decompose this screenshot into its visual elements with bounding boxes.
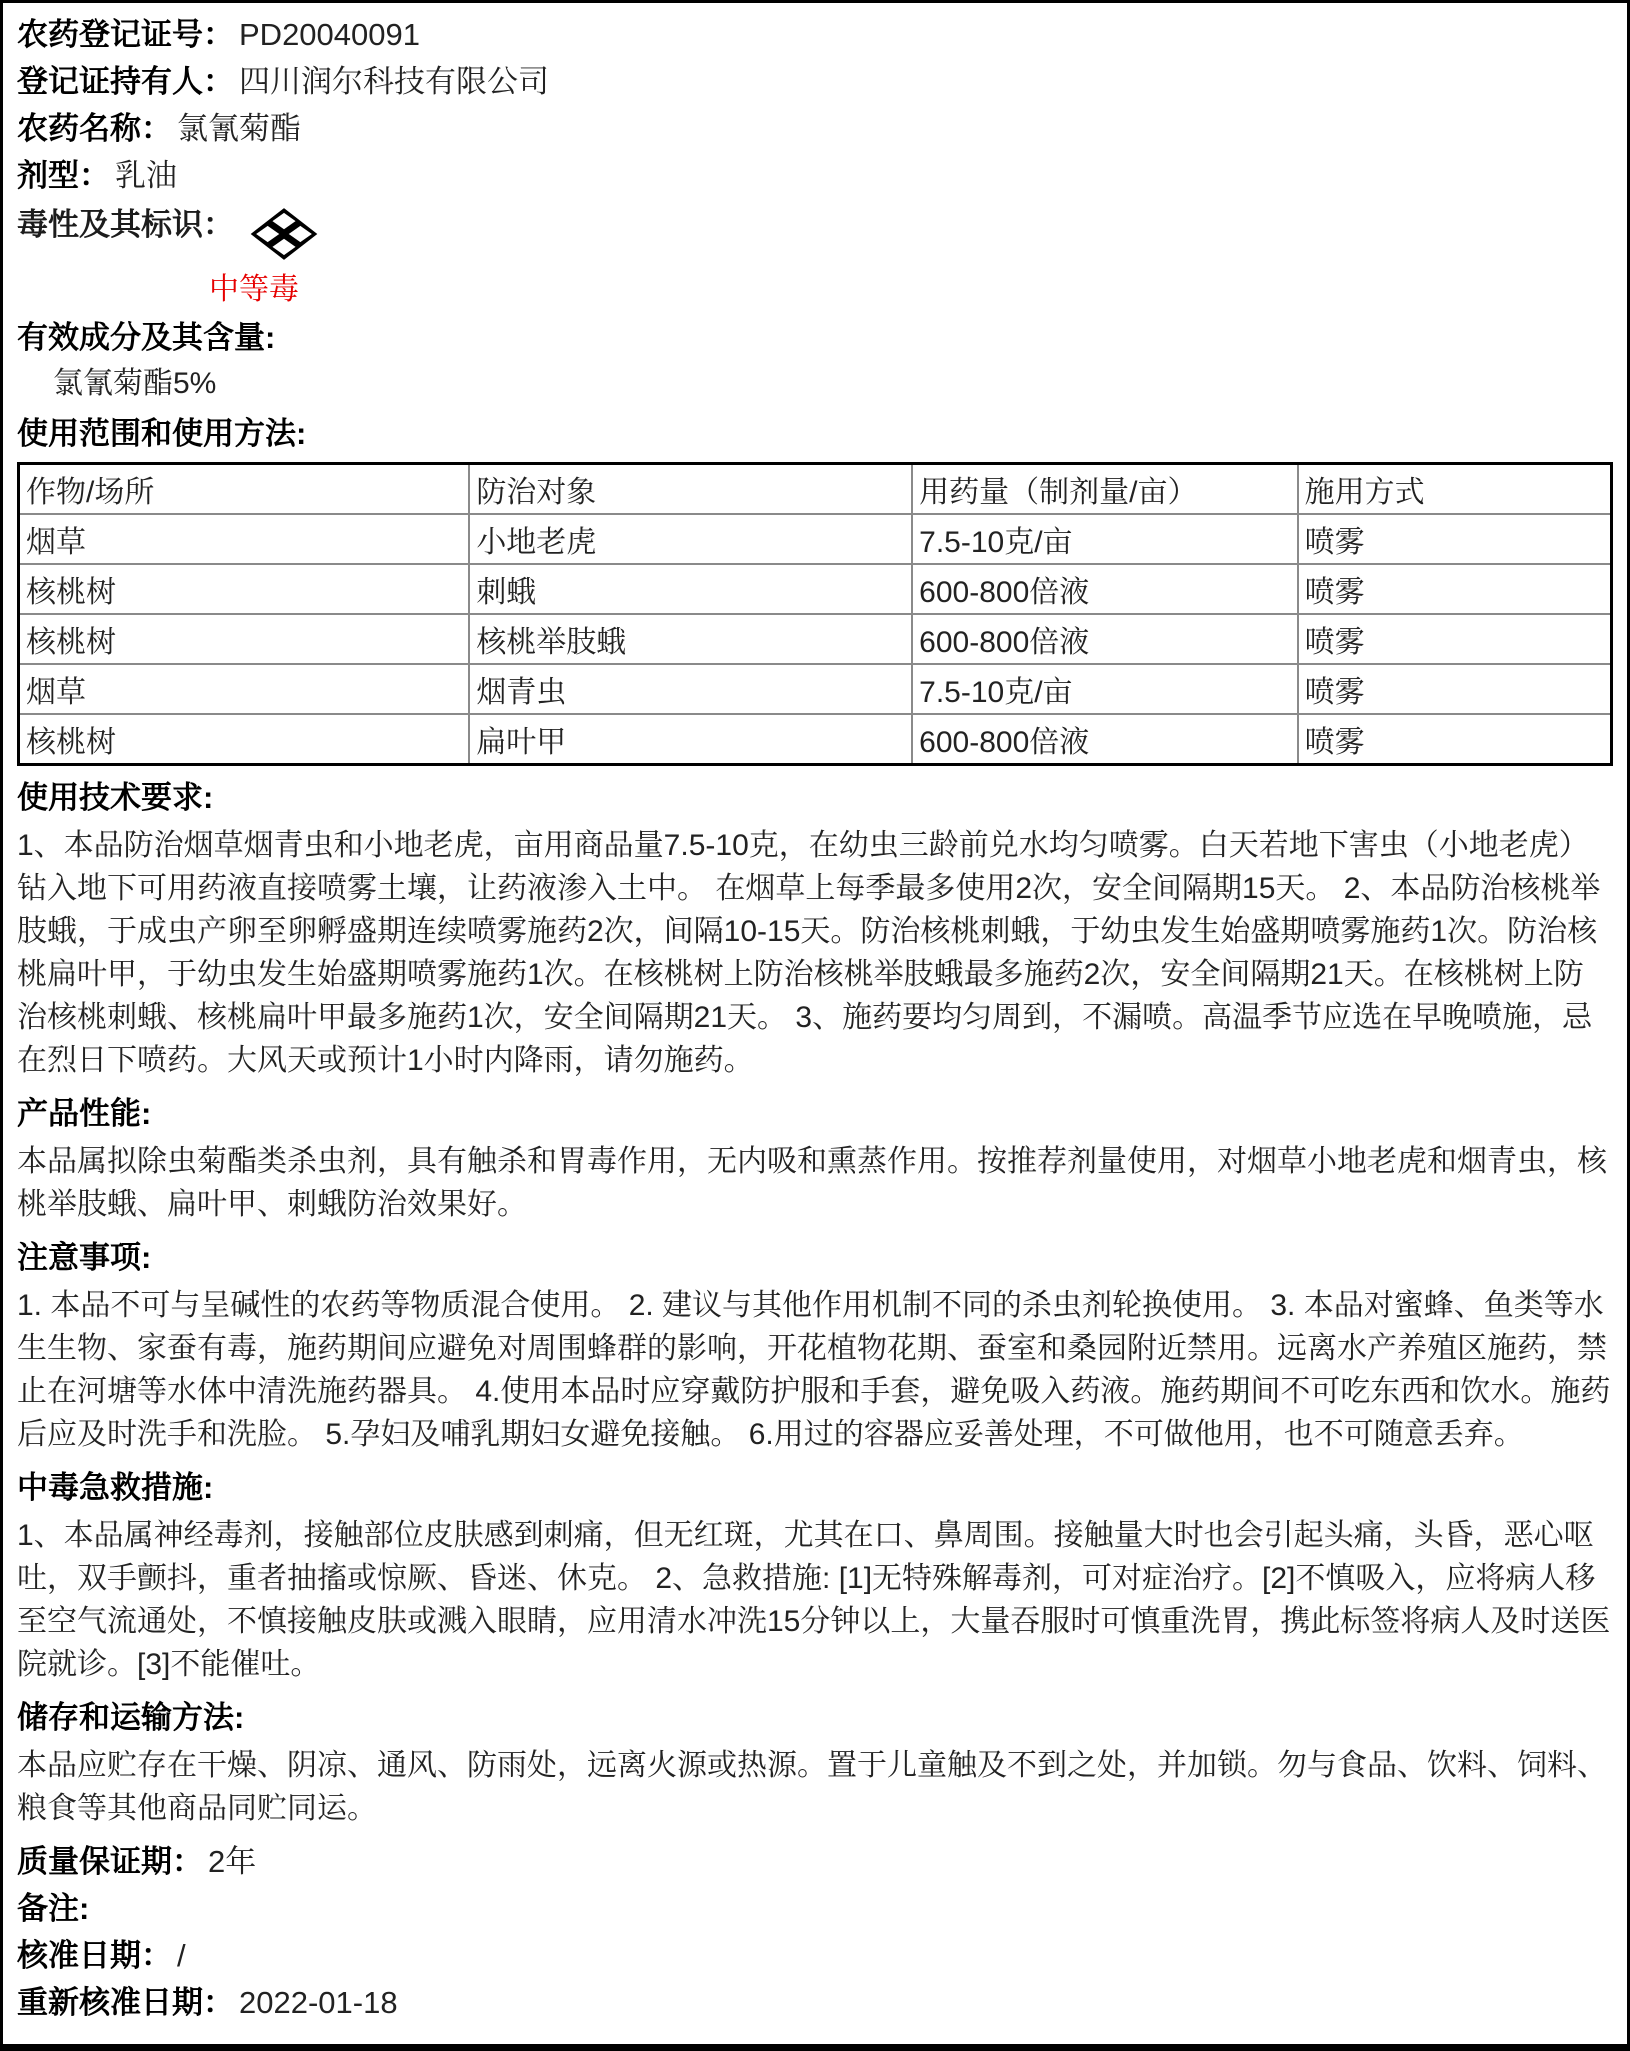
approval-date-label: 核准日期： <box>17 1938 172 1973</box>
usage-table-header-row <box>19 464 1612 515</box>
registration-number-value: PD20040091 <box>239 17 420 52</box>
cell-crop: 核桃树 <box>19 564 470 614</box>
usage-table <box>17 462 1613 766</box>
certificate-holder-label: 登记证持有人： <box>17 64 234 99</box>
section-body: 1. 本品不可与呈碱性的农药等物质混合使用。 2. 建议与其他作用机制不同的杀虫剂轮换使用。 3. 本品对蜜蜂、鱼类等水生生物、家蚕有毒，施药期间应避免对周围蜂群的影响，开花植物花期、蚕室和桑园附近禁用。远离水产养殖区施药，禁止在河塘等水体中清洗施药器具。 4.使用本品时应穿戴防护服和手套，避免吸入药液。施药期间不可吃东西和饮水。施药后应及时洗手和洗脸。 5.孕妇及哺乳期妇女避免接触。 6.用过的容器应妥善处理，不可做他用，也不可随意丢弃。 <box>17 1289 1611 1451</box>
pesticide-name-value: 氯氰菊酯 <box>177 111 301 146</box>
section-poisoning-first-aid <box>17 1464 1613 1686</box>
field-certificate-holder <box>17 58 1613 105</box>
cell-dosage: 600-800倍液 <box>912 614 1298 664</box>
section-storage-transport <box>17 1694 1613 1830</box>
cell-dosage: 7.5-10克/亩 <box>912 514 1298 564</box>
cell-crop: 核桃树 <box>19 714 470 765</box>
toxicity-label: 毒性及其标识： <box>17 207 234 242</box>
cell-crop: 烟草 <box>19 514 470 564</box>
col-header-application-method: 施用方式 <box>1298 464 1612 515</box>
cell-method: 喷雾 <box>1298 564 1612 614</box>
cell-method: 喷雾 <box>1298 614 1612 664</box>
cell-dosage: 600-800倍液 <box>912 564 1298 614</box>
usage-scope-heading: 使用范围和使用方法: <box>17 416 307 451</box>
section-body: 1、本品防治烟草烟青虫和小地老虎，亩用商品量7.5-10克，在幼虫三龄前兑水均匀喷雾。白天若地下害虫（小地老虎）钻入地下可用药液直接喷雾土壤，让药液渗入土中。 在烟草上每季最多使用2次，安全间隔期15天。 2、本品防治核桃举肢蛾，于成虫产卵至卵孵盛期连续喷雾施药2次，间隔10-15天。防治核桃刺蛾，于幼虫发生始盛期喷雾施药1次。防治核桃扁叶甲，于幼虫发生始盛期喷雾施药1次。在核桃树上防治核桃举肢蛾最多施药2次，安全间隔期21天。在核桃树上防治核桃刺蛾、核桃扁叶甲最多施药1次，安全间隔期21天。 3、施药要均匀周到，不漏喷。高温季节应选在早晚喷施，忌在烈日下喷药。大风天或预计1小时内降雨，请勿施药。 <box>17 829 1601 1077</box>
field-registration-number <box>17 11 1613 58</box>
section-body: 本品属拟除虫菊酯类杀虫剂，具有触杀和胃毒作用，无内吸和熏蒸作用。按推荐剂量使用，对烟草小地老虎和烟青虫，核桃举肢蛾、扁叶甲、刺蛾防治效果好。 <box>17 1145 1607 1221</box>
reapproval-date-value: 2022-01-18 <box>239 1985 398 2020</box>
section-title: 中毒急救措施: <box>17 1470 214 1505</box>
field-pesticide-name <box>17 105 1613 152</box>
cell-method: 喷雾 <box>1298 514 1612 564</box>
field-approval-date <box>17 1932 1613 1979</box>
active-ingredient-value: 氯氰菊酯5% <box>53 367 217 400</box>
cell-dosage: 600-800倍液 <box>912 714 1298 765</box>
section-title: 使用技术要求: <box>17 780 214 815</box>
table-row <box>19 514 1612 564</box>
col-header-crop-site: 作物/场所 <box>19 464 470 515</box>
certificate-holder-value: 四川润尔科技有限公司 <box>239 64 549 99</box>
field-reapproval-date <box>17 1979 1613 2026</box>
cell-crop: 核桃树 <box>19 614 470 664</box>
section-body: 本品应贮存在干燥、阴凉、通风、防雨处，远离火源或热源。置于儿童触及不到之处，并加锁。勿与食品、饮料、饲料、粮食等其他商品同贮同运。 <box>17 1749 1607 1825</box>
cell-pest: 核桃举肢蛾 <box>469 614 912 664</box>
registration-number-label: 农药登记证号： <box>17 17 234 52</box>
formulation-value: 乳油 <box>115 158 177 193</box>
field-remarks <box>17 1885 1613 1932</box>
reapproval-date-label: 重新核准日期： <box>17 1985 234 2020</box>
table-row <box>19 564 1612 614</box>
cell-method: 喷雾 <box>1298 664 1612 714</box>
section-body: 1、本品属神经毒剂，接触部位皮肤感到刺痛，但无红斑，尤其在口、鼻周围。接触量大时也会引起头痛，头昏，恶心呕吐，双手颤抖，重者抽搐或惊厥、昏迷、休克。 2、急救措施: [1]无特殊解毒剂，可对症治疗。[2]不慎吸入，应将病人移至空气流通处，不慎接触皮肤或溅入眼睛，应用清水冲洗15分钟以上，大量吞服时可慎重洗胃，携此标签将病人及时送医院就诊。[3]不能催吐。 <box>17 1519 1611 1681</box>
table-row <box>19 714 1612 765</box>
approval-date-value: / <box>177 1938 186 1973</box>
quality-guarantee-value: 2年 <box>208 1844 257 1879</box>
section-title: 产品性能: <box>17 1096 152 1131</box>
section-title: 储存和运输方法: <box>17 1700 245 1735</box>
table-row <box>19 614 1612 664</box>
toxicity-row <box>17 201 1613 266</box>
cell-pest: 扁叶甲 <box>469 714 912 765</box>
field-quality-guarantee-period <box>17 1838 1613 1885</box>
section-precautions <box>17 1234 1613 1456</box>
moderate-toxicity-diamond-icon <box>250 207 318 266</box>
cell-pest: 烟青虫 <box>469 664 912 714</box>
footer-fields <box>17 1838 1613 2026</box>
remarks-label: 备注: <box>17 1891 90 1926</box>
section-title: 注意事项: <box>17 1240 152 1275</box>
active-ingredient-heading: 有效成分及其含量: <box>17 320 276 355</box>
field-formulation <box>17 152 1613 199</box>
toxicity-level-text: 中等毒 <box>209 273 299 306</box>
cell-dosage: 7.5-10克/亩 <box>912 664 1298 714</box>
cell-pest: 刺蛾 <box>469 564 912 614</box>
cell-crop: 烟草 <box>19 664 470 714</box>
pesticide-name-label: 农药名称： <box>17 111 172 146</box>
col-header-target-pest: 防治对象 <box>469 464 912 515</box>
section-product-performance <box>17 1090 1613 1226</box>
table-row <box>19 664 1612 714</box>
formulation-label: 剂型： <box>17 158 110 193</box>
cell-pest: 小地老虎 <box>469 514 912 564</box>
col-header-dosage: 用药量（制剂量/亩） <box>912 464 1298 515</box>
cell-method: 喷雾 <box>1298 714 1612 765</box>
quality-guarantee-label: 质量保证期： <box>17 1844 203 1879</box>
section-technical-requirements <box>17 774 1613 1082</box>
